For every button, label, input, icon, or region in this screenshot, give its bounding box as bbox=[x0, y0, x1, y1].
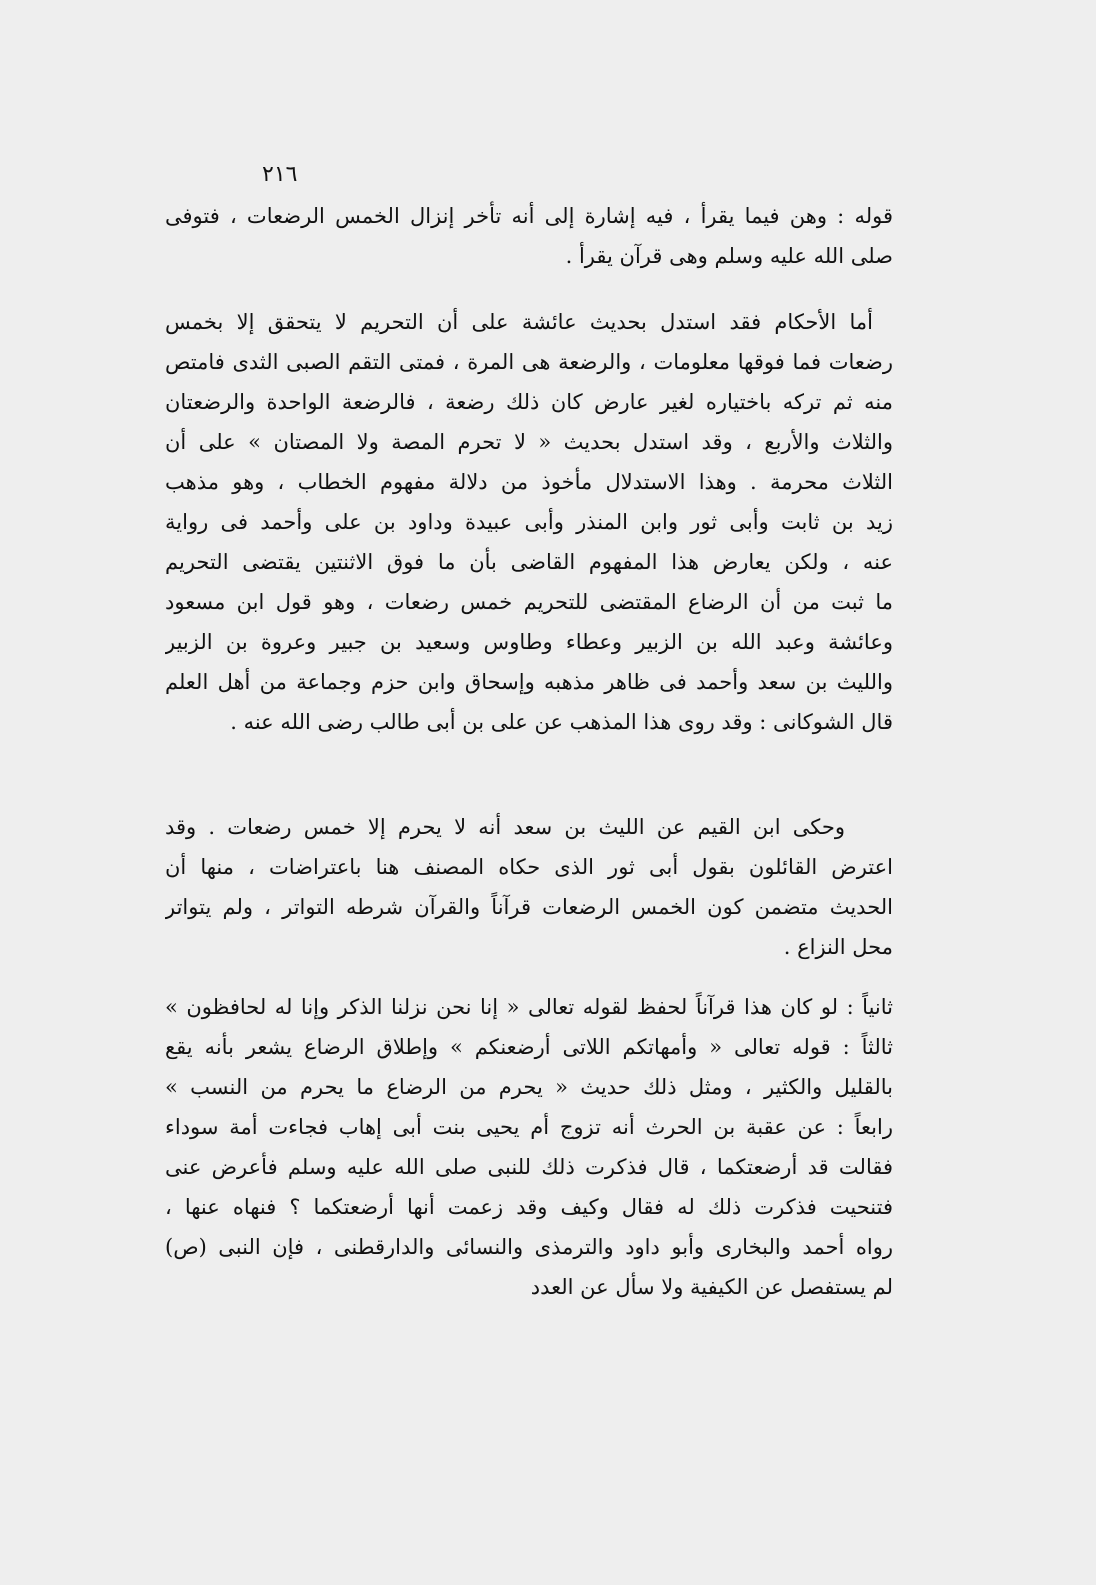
text-line: صلى الله عليه وسلم وهى قرآن يقرأ . bbox=[565, 244, 893, 268]
text-line: وعائشة وعبد الله بن الزبير وعطاء وطاوس وسعيد بن جبير وعروة بن الزبير bbox=[165, 630, 893, 654]
text-line: ما ثبت من أن الرضاع المقتضى للتحريم خمس رضعات ، وهو قول ابن مسعود bbox=[165, 590, 893, 614]
page-number: ٢١٦ bbox=[262, 162, 298, 187]
text-line: وحكى ابن القيم عن الليث بن سعد أنه لا يحرم إلا خمس رضعات . وقد bbox=[165, 815, 845, 839]
text-line: ثانياً : لو كان هذا قرآناً لحفظ لقوله تعالى « إنا نحن نزلنا الذكر وإنا له لحافظون » bbox=[165, 995, 893, 1019]
text-line: والثلاث والأربع ، وقد استدل بحديث « لا تحرم المصة ولا المصتان » على أن bbox=[165, 430, 893, 454]
paragraph-objections bbox=[165, 807, 893, 967]
text-line: قوله : وهن فيما يقرأ ، فيه إشارة إلى أنه تأخر إنزال الخمس الرضعات ، فتوفى bbox=[165, 204, 893, 228]
text-line: منه ثم تركه باختياره لغير عارض كان ذلك رضعة ، فالرضعة الواحدة والرضعتان bbox=[165, 390, 893, 414]
text-line: فقالت قد أرضعتكما ، قال فذكرت ذلك للنبى صلى الله عليه وسلم فأعرض عنى bbox=[165, 1155, 893, 1179]
paragraph-intro bbox=[165, 196, 893, 276]
text-line: محل النزاع . bbox=[783, 935, 893, 959]
text-line: اعترض القائلون بقول أبى ثور الذى حكاه المصنف هنا باعتراضات ، منها أن bbox=[165, 855, 893, 879]
text-line: قال الشوكانى : وقد روى هذا المذهب عن على بن أبى طالب رضى الله عنه . bbox=[230, 710, 893, 734]
text-line: رضعات فما فوقها معلومات ، والرضعة هى المرة ، فمتى التقم الصبى الثدى فامتص bbox=[165, 350, 893, 374]
paragraph-rulings bbox=[165, 302, 893, 742]
text-line: رواه أحمد والبخارى وأبو داود والترمذى والنسائى والدارقطنى ، فإن النبى (ص) bbox=[165, 1235, 893, 1259]
text-line: زيد بن ثابت وأبى ثور وابن المنذر وأبى عبيدة وداود بن على وأحمد فى رواية bbox=[165, 510, 893, 534]
text-line: فتنحيت فذكرت ذلك له فقال وكيف وقد زعمت أنها أرضعتكما ؟ فنهاه عنها ، bbox=[165, 1195, 893, 1219]
text-line: عنه ، ولكن يعارض هذا المفهوم القاضى بأن ما فوق الاثنتين يقتضى التحريم bbox=[165, 550, 893, 574]
text-line: الحديث متضمن كون الخمس الرضعات قرآناً والقرآن شرطه التواتر ، ولم يتواتر bbox=[165, 895, 893, 919]
text-line: بالقليل والكثير ، ومثل ذلك حديث « يحرم من الرضاع ما يحرم من النسب » bbox=[165, 1075, 893, 1099]
paragraph-numbered-points bbox=[165, 987, 893, 1307]
text-line: والليث بن سعد وأحمد فى ظاهر مذهبه وإسحاق وابن حزم وجماعة من أهل العلم bbox=[165, 670, 893, 694]
text-line: أما الأحكام فقد استدل بحديث عائشة على أن التحريم لا يتحقق إلا بخمس bbox=[165, 310, 873, 334]
text-line: ثالثاً : قوله تعالى « وأمهاتكم اللاتى أرضعنكم » وإطلاق الرضاع يشعر بأنه يقع bbox=[165, 1035, 893, 1059]
text-line: رابعاً : عن عقبة بن الحرث أنه تزوج أم يحيى بنت أبى إهاب فجاءت أمة سوداء bbox=[165, 1115, 893, 1139]
text-line: الثلاث محرمة . وهذا الاستدلال مأخوذ من دلالة مفهوم الخطاب ، وهو مذهب bbox=[165, 470, 893, 494]
text-line: لم يستفصل عن الكيفية ولا سأل عن العدد bbox=[530, 1275, 893, 1299]
